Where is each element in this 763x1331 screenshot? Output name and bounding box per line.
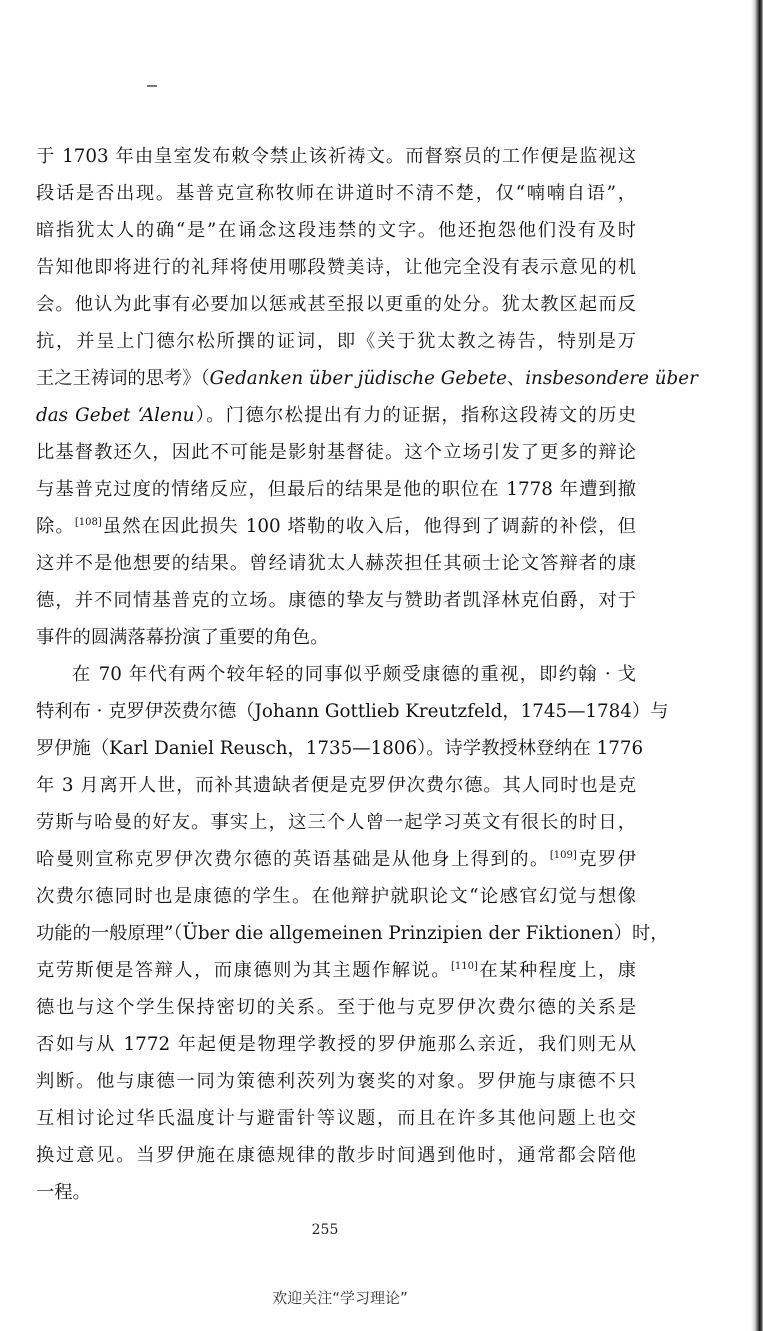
text-line: 暗指犹太人的确“是”在诵念这段违禁的文字。他还抱怨他们没有及时 bbox=[36, 220, 636, 241]
text-line: 功能的一般原理”（Über die allgemeinen Prinzipien der Fiktionen）时， bbox=[36, 923, 669, 944]
text-line: 这并不是他想要的结果。曾经请犹太人赫茨担任其硕士论文答辩者的康 bbox=[36, 553, 636, 574]
text-line bbox=[36, 508, 636, 545]
text-line: 一程。 bbox=[36, 1182, 91, 1203]
text-line: 德也与这个学生保持密切的关系。至于他与克罗伊次费尔德的关系是 bbox=[36, 997, 636, 1018]
text-line: 特利布 · 克罗伊茨费尔德（Johann Gottlieb Kreutzfeld，1745—1784）与 bbox=[36, 701, 669, 722]
text-line: 否如与从 1772 年起便是物理学教授的罗伊施那么亲近，我们则无从 bbox=[36, 1034, 636, 1055]
text-line: 换过意见。当罗伊施在康德规律的散步时间遇到他时，通常都会陪他 bbox=[36, 1145, 636, 1166]
text-line: 在 70 年代有两个较年轻的同事似乎颇受康德的重视，即约翰 · 戈 bbox=[72, 664, 636, 685]
text-line bbox=[36, 952, 636, 989]
text-line: 段话是否出现。基普克宣称牧师在讲道时不清不楚，仅“喃喃自语”， bbox=[36, 183, 636, 204]
text-line: 于 1703 年由皇室发布敕令禁止该祈祷文。而督察员的工作便是监视这 bbox=[36, 146, 636, 167]
text-run: 哈曼则宣称克罗伊次费尔德的英语基础是从他身上得到的。 bbox=[36, 849, 550, 870]
italic-title-de: Gedanken über jüdische Gebete bbox=[209, 368, 507, 389]
text-run: 王之王祷词的思考》（ bbox=[36, 368, 210, 389]
page-number: 255 bbox=[311, 1222, 339, 1238]
text-line: 会。他认为此事有必要加以惩戒甚至报以更重的处分。犹太教区起而反 bbox=[36, 294, 636, 315]
text-line: 与基普克过度的情绪反应，但最后的结果是他的职位在 1778 年遭到撤 bbox=[36, 479, 636, 500]
scan-speck bbox=[147, 85, 157, 87]
citation-marker: [110] bbox=[451, 960, 478, 972]
text-line: 德，并不同情基普克的立场。康德的挚友与赞助者凯泽林克伯爵，对于 bbox=[36, 590, 636, 611]
text-line: 抗，并呈上门德尔松所撰的证词，即《关于犹太教之祷告，特别是万 bbox=[36, 331, 636, 352]
text-line: 事件的圆满落幕扮演了重要的角色。 bbox=[36, 627, 329, 648]
text-line bbox=[36, 841, 636, 878]
text-line: 次费尔德同时也是康德的学生。在他辩护就职论文“论感官幻觉与想像 bbox=[36, 886, 636, 907]
text-run: 在某种程度上，康 bbox=[477, 960, 637, 981]
body-text bbox=[36, 138, 698, 1211]
citation-marker: [108] bbox=[74, 516, 102, 528]
text-line bbox=[36, 397, 636, 434]
text-run: 除。 bbox=[36, 516, 75, 537]
text-line bbox=[36, 360, 698, 397]
text-run: 虽然在因此损失 100 塔勒的收入后，他得到了调薪的补偿，但 bbox=[101, 516, 637, 537]
text-line: 劳斯与哈曼的好友。事实上，这三个人曾一起学习英文有很长的时日， bbox=[36, 812, 636, 833]
italic-title-de: insbesondere über bbox=[525, 368, 698, 389]
text-line: 比基督教还久，因此不可能是影射基督徒。这个立场引发了更多的辩论 bbox=[36, 442, 636, 463]
text-run: ）。门德尔松提出有力的证据，指称这段祷文的历史 bbox=[194, 405, 637, 426]
text-line: 互相讨论过华氏温度计与避雷针等议题，而且在许多其他问题上也交 bbox=[36, 1108, 636, 1129]
footer-note: 欢迎关注“学习理论” bbox=[272, 1289, 408, 1307]
text-line: 判断。他与康德一同为策德利茨列为褒奖的对象。罗伊施与康德不只 bbox=[36, 1071, 636, 1092]
text-line: 年 3 月离开人世，而补其遗缺者便是克罗伊次费尔德。其人同时也是克 bbox=[36, 775, 636, 796]
text-run: 克罗伊 bbox=[576, 849, 637, 870]
text-line: 罗伊施（Karl Daniel Reusch，1735—1806）。诗学教授林登纳在 1776 bbox=[36, 738, 644, 759]
citation-marker: [109] bbox=[549, 849, 577, 861]
text-run: 、 bbox=[506, 368, 526, 389]
binding-edge bbox=[751, 0, 763, 1331]
text-run: 克劳斯便是答辩人，而康德则为其主题作解说。 bbox=[36, 960, 452, 981]
text-line: 告知他即将进行的礼拜将使用哪段赞美诗，让他完全没有表示意见的机 bbox=[36, 257, 636, 278]
italic-title-de: das Gebet ‘Alenu bbox=[36, 405, 195, 426]
